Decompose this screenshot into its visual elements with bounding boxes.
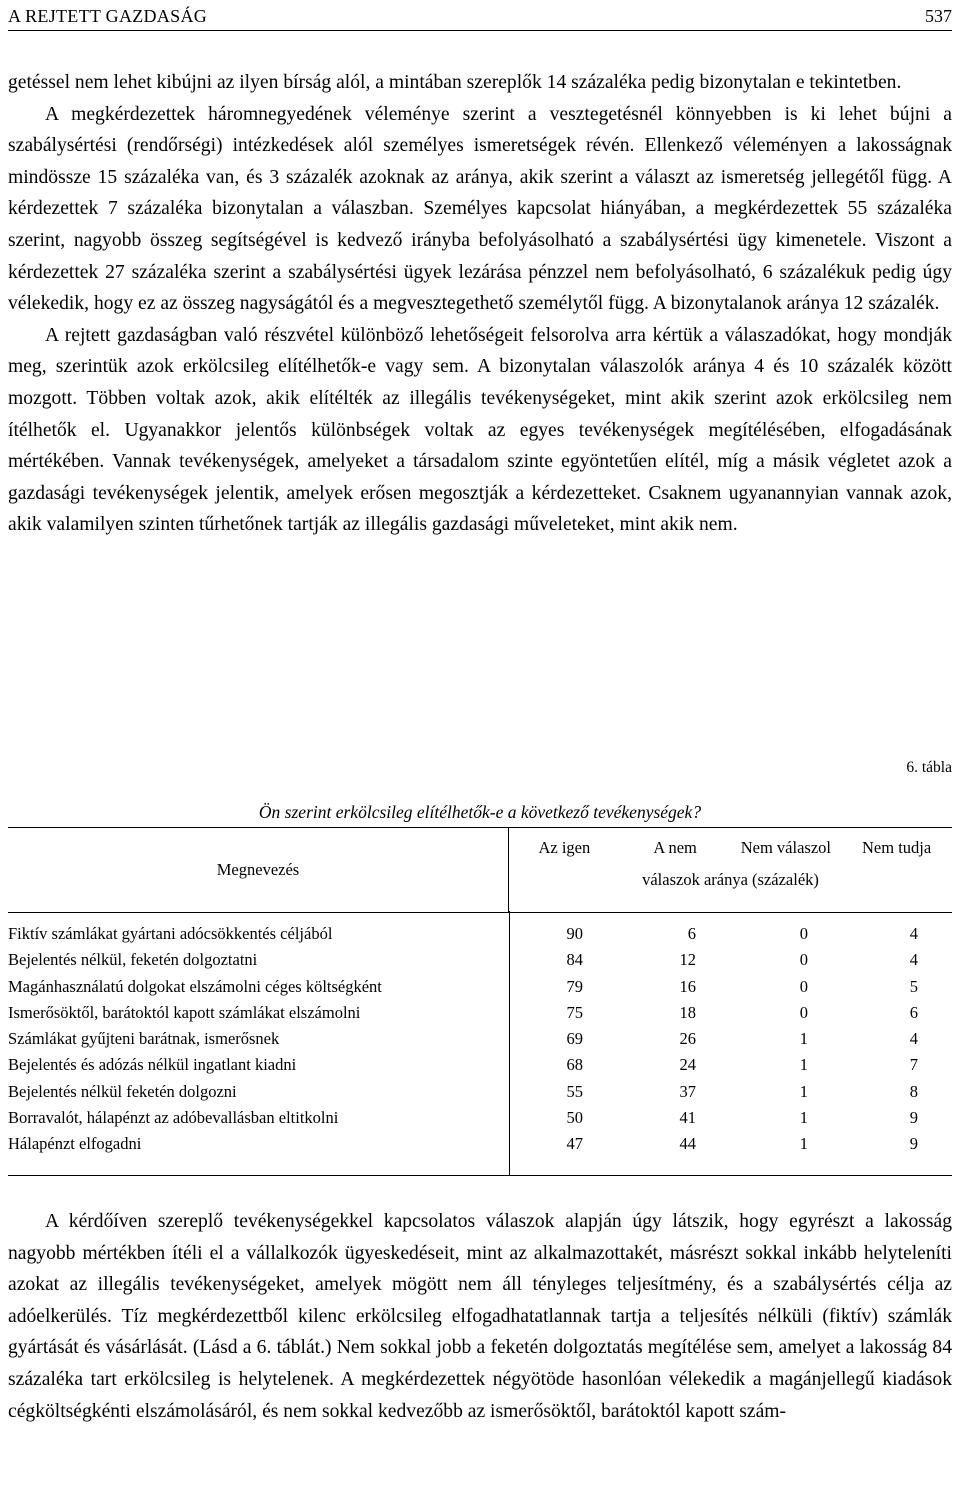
cell-dont-know: 7 <box>909 1055 918 1075</box>
cell-no-answer: 0 <box>799 924 808 943</box>
header-yes: Az igen <box>538 838 591 857</box>
body-text-top <box>8 67 952 541</box>
cell-no-answer: 0 <box>799 976 808 996</box>
row-label: Bejelentés nélkül, feketén dolgoztatni <box>8 950 258 970</box>
cell-yes: 68 <box>566 1055 583 1075</box>
table-number: 6. tábla <box>906 759 952 776</box>
header-name-column: Megnevezés <box>8 828 509 912</box>
row-label: Ismerősöktől, barátoktól kapott számlákat elszámolni <box>8 1002 361 1022</box>
row-label: Számlákat gyűjteni barátnak, ismerősnek <box>8 1029 280 1049</box>
header-dont-know: Nem tudja <box>862 838 932 857</box>
cell-dont-know: 9 <box>909 1134 918 1154</box>
cell-no: 12 <box>679 950 696 970</box>
cell-yes: 84 <box>566 950 583 970</box>
cell-dont-know: 4 <box>909 950 918 970</box>
header-no-answer: Nem válaszol <box>740 838 831 857</box>
table-row <box>8 1131 952 1157</box>
cell-no: 24 <box>679 1055 696 1075</box>
table-row <box>8 974 952 1000</box>
table-row <box>8 1052 952 1078</box>
header-no: A nem <box>653 838 697 857</box>
table-header <box>8 828 952 913</box>
row-label: Fiktív számlákat gyártani adócsökkentés céljából <box>8 924 333 943</box>
row-label: Hálapénzt elfogadni <box>8 1134 142 1154</box>
cell-dont-know: 6 <box>909 1002 918 1022</box>
cell-dont-know: 5 <box>909 976 918 996</box>
cell-dont-know: 8 <box>909 1081 918 1101</box>
cell-no: 16 <box>679 976 696 996</box>
cell-yes: 90 <box>566 924 583 943</box>
cell-no-answer: 1 <box>799 1134 808 1154</box>
row-label: Bejelentés és adózás nélkül ingatlant kiadni <box>8 1055 297 1075</box>
paragraph: A megkérdezettek háromnegyedének véleménye szerint a vesztegetésnél könnyebben is ki lehet bújni a szabálysértési (rendőrségi) intézkedések alól személyes ismeretségek révén. Ellenkező véleményen a lakosságnak mindössze 15 százaléka van, és 3 százalék azoknak az aránya, akik szerint a választ az ismeretség jellegétől függ. A kérdezettek 7 százaléka bizonytalan a válaszban. Személyes kapcsolat hiányában, a megkérdezettek 55 százaléka szerint, nagyobb összeg segítségével is kedvező irányba befolyásolható a szabálysértési ügy kimenetele. Viszont a kérdezettek 27 százaléka szerint a szabálysértési ügyek lezárása pénzzel nem befolyásolható, 6 százalékuk pedig úgy vélekedik, hogy ez az összeg nagyságától és a megvesztegethető személytől függ. A bizonytalanok aránya 12 százalék. <box>8 103 952 315</box>
row-label: Borravalót, hálapénzt az adóbevallásban eltitkolni <box>8 1108 339 1128</box>
table-row <box>8 1105 952 1131</box>
table-bottom-rule <box>8 1175 952 1176</box>
running-header <box>8 4 952 31</box>
cell-dont-know: 4 <box>909 924 918 943</box>
cell-no: 26 <box>679 1029 696 1049</box>
table-row <box>8 921 952 947</box>
cell-no: 18 <box>679 1002 696 1022</box>
cell-dont-know: 4 <box>909 1029 918 1049</box>
cell-yes: 47 <box>566 1134 583 1154</box>
cell-no: 44 <box>679 1134 696 1154</box>
page-number: 537 <box>925 6 952 26</box>
cell-no-answer: 1 <box>799 1081 808 1101</box>
cell-dont-know: 9 <box>909 1108 918 1128</box>
paragraph: A kérdőíven szereplő tevékenységekkel kapcsolatos válaszok alapján úgy látszik, hogy egyrészt a lakosság nagyobb mértékben ítéli el a vállalkozók ügyeskedéseit, mint az alkalmazottakét, másrészt sokkal inkább helyteleníti azokat az illegális tevékenységeket, amelyek mögött nem áll tényleges teljesítmény, és a szabálysértés célja az adóelkerülés. Tíz megkérdezettből kilenc erkölcsileg elfogadhatatlannak tartja a teljesítés nélküli (fiktív) számlák gyártását és vásárlását. (Lásd a 6. táblát.) Nem sokkal jobb a feketén dolgoztatás megítélése sem, amelyet a lakosság 84 százaléka tart erkölcsileg is helytelenek. A megkérdezettek négyötöde hasonlóan vélekedik a magánjellegű kiadások cégköltségkénti elszámolásáról, és nem sokkal kedvezőbb az ismerősöktől, barátoktól kapott szám- <box>8 1211 952 1422</box>
cell-no-answer: 1 <box>799 1108 808 1128</box>
cell-no: 37 <box>679 1081 696 1101</box>
cell-no: 6 <box>687 924 696 943</box>
table-column-divider <box>509 911 510 1175</box>
cell-no: 41 <box>679 1108 696 1128</box>
paragraph: A rejtett gazdaságban való részvétel különböző lehetőségeit felsorolva arra kértük a válaszadókat, hogy mondják meg, szerintük azok erkölcsileg elítélhetők-e vagy sem. A bizonytalan válaszolók aránya 4 és 10 százalék között mozgott. Többen voltak azok, akik elítélték az illegális tevékenységeket, mint akik szerint azok erkölcsileg nem ítélhetők el. Ugyanakkor jelentős különbségek voltak az egyes tevékenységek megítélésében, elfogadásának mértékében. Vannak tevékenységek, amelyeket a társadalom szinte egyöntetűen elítél, míg a másik végletet azok a gazdasági tevékenységek jelentik, amelyek erősen megosztják a kérdezetteket. Csaknem ugyanannyian vannak azok, akik valamilyen szinten tűrhetőnek tartják az illegális gazdasági műveleteket, mint akik nem. <box>8 324 952 536</box>
cell-yes: 50 <box>566 1108 583 1128</box>
paragraph: getéssel nem lehet kibújni az ilyen bírság alól, a mintában szereplők 14 százaléka pedig bizonytalan e tekintetben. <box>8 72 902 93</box>
header-columns <box>509 836 952 860</box>
cell-no-answer: 1 <box>799 1055 808 1075</box>
table-row <box>8 1026 952 1052</box>
table-caption: Ön szerint erkölcsileg elítélhetők-e a következő tevékenységek? <box>258 802 702 822</box>
cell-yes: 55 <box>566 1081 583 1101</box>
row-label: Magánhasználatú dolgokat elszámolni céges költségként <box>8 976 382 996</box>
cell-no-answer: 1 <box>799 1029 808 1049</box>
body-text-bottom <box>8 1206 952 1427</box>
cell-yes: 75 <box>566 1002 583 1022</box>
table-row <box>8 947 952 973</box>
cell-yes: 69 <box>566 1029 583 1049</box>
header-subtitle: válaszok aránya (százalék) <box>642 870 819 889</box>
cell-no-answer: 0 <box>799 950 808 970</box>
cell-yes: 79 <box>566 976 583 996</box>
survey-table <box>8 827 952 1158</box>
table-body <box>8 913 952 1158</box>
table-row <box>8 1079 952 1105</box>
row-label: Bejelentés nélkül feketén dolgozni <box>8 1081 237 1101</box>
cell-no-answer: 0 <box>799 1002 808 1022</box>
running-title: A REJTETT GAZDASÁG <box>8 6 208 26</box>
table-row <box>8 1000 952 1026</box>
